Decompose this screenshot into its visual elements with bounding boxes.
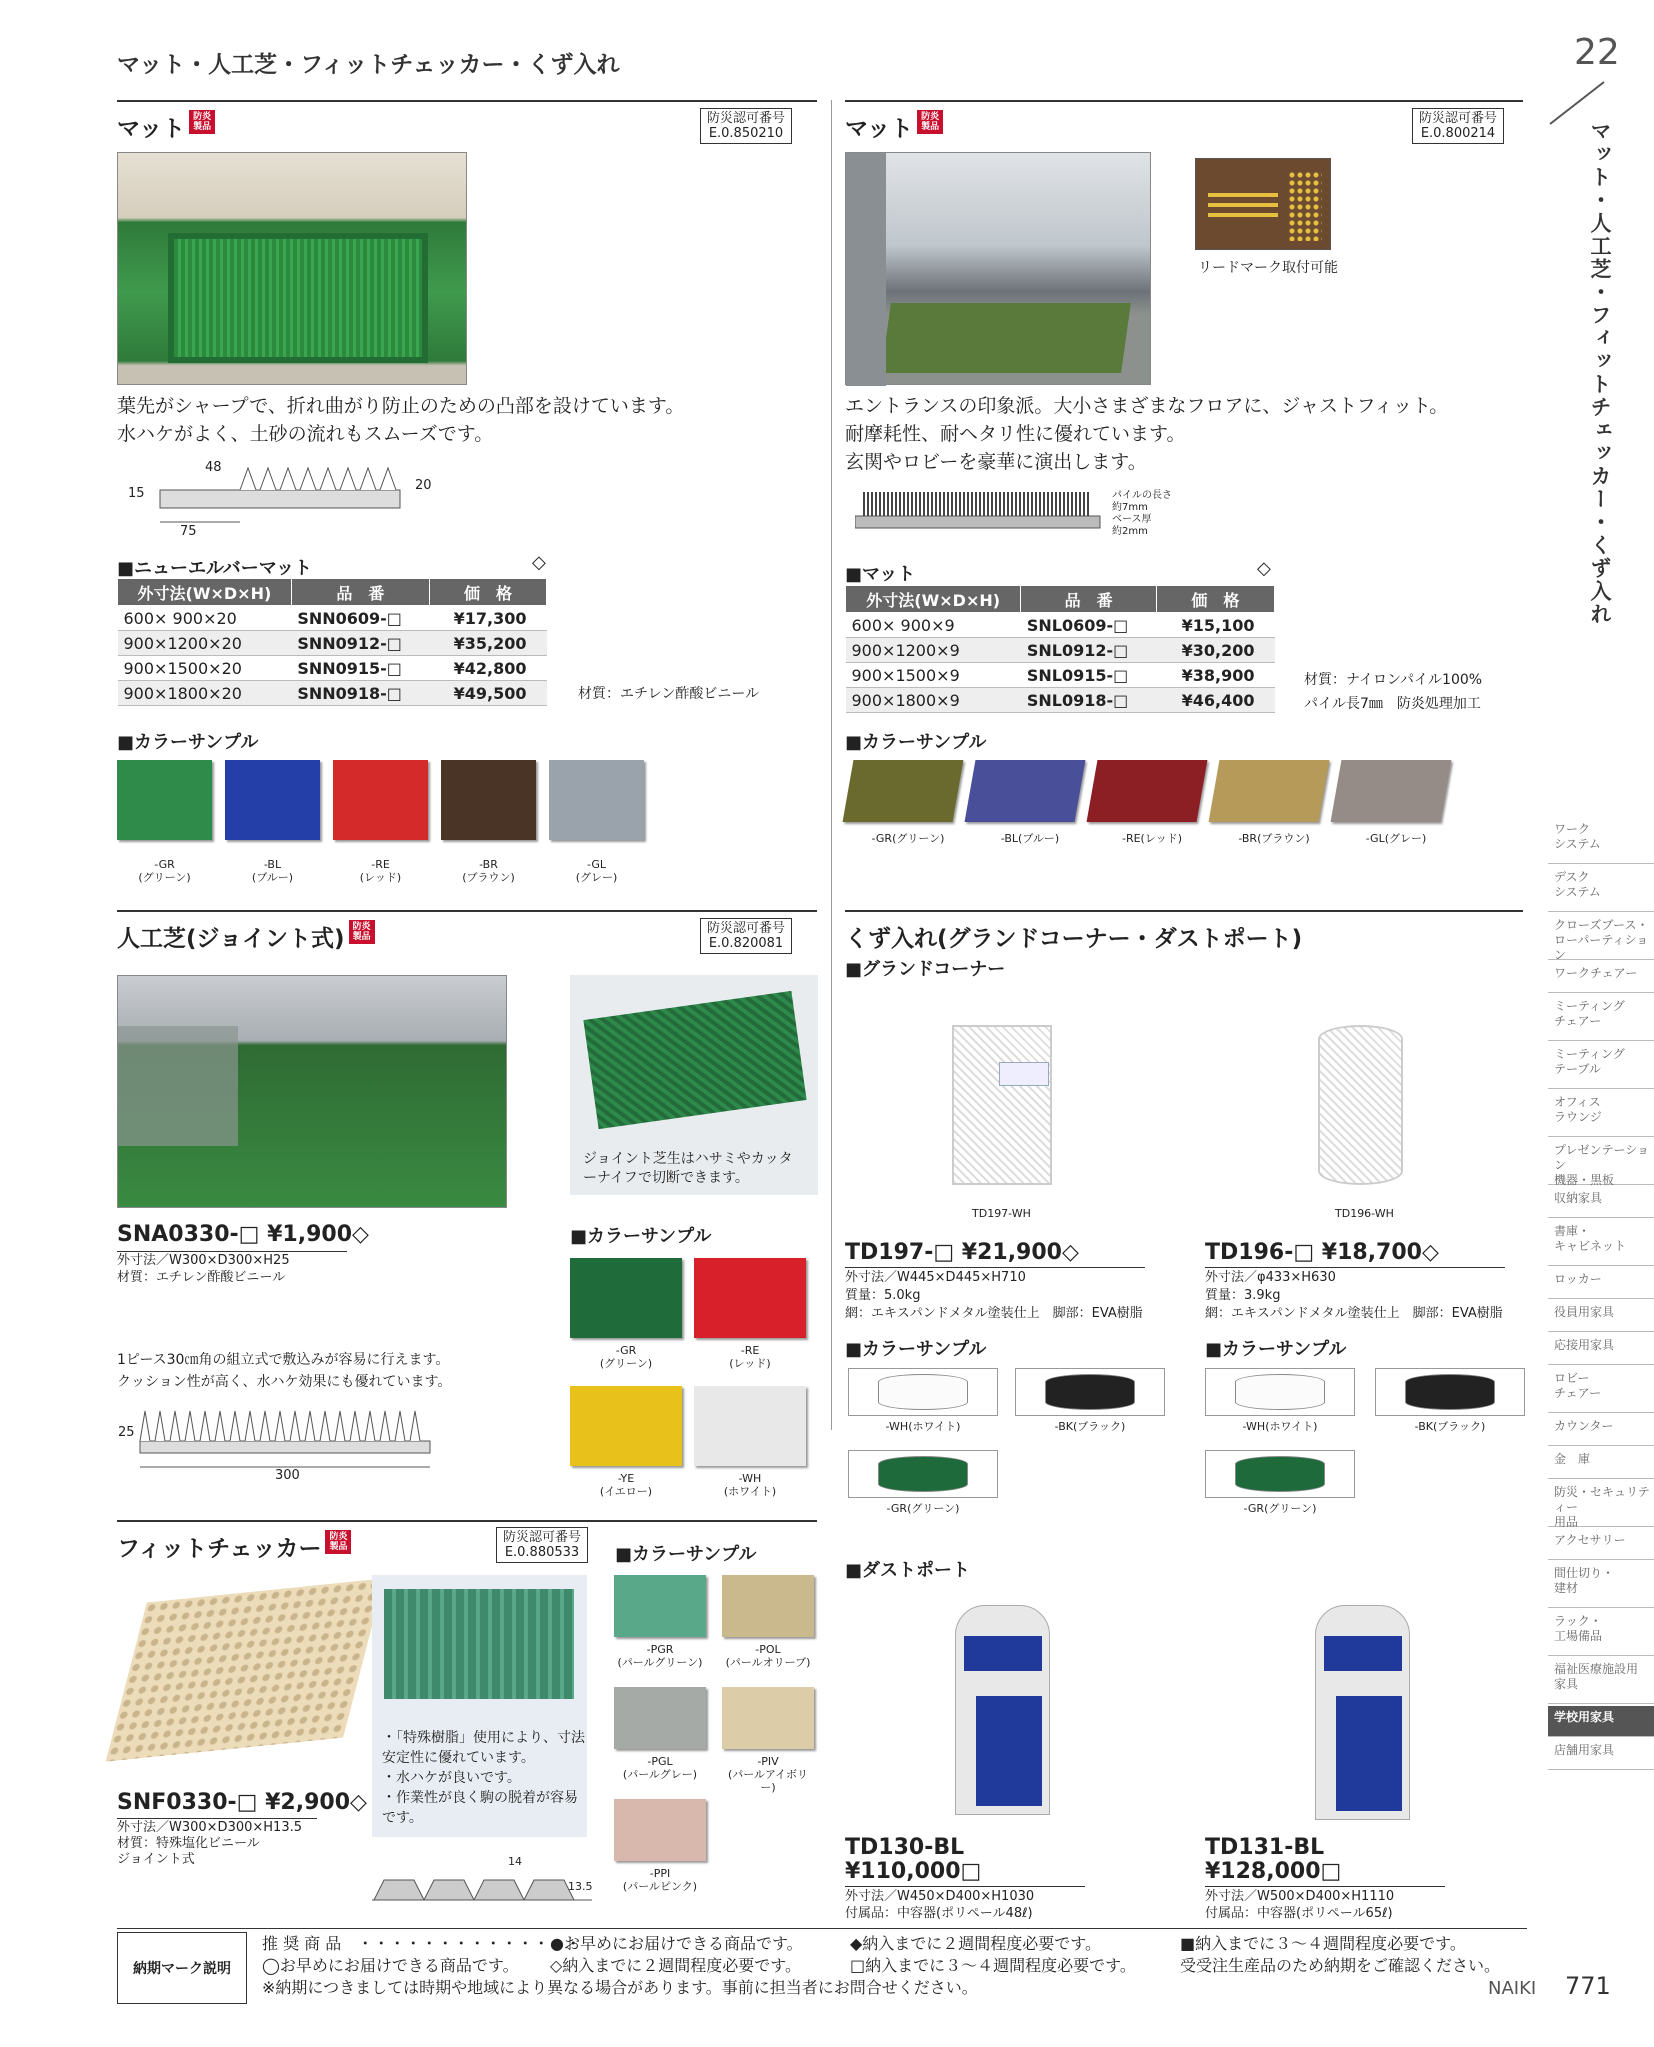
sidebar-item: ワーク システム (1548, 818, 1654, 864)
sidebar-item: 学校用家具 (1548, 1706, 1654, 1737)
col-code: 品 番 (1021, 586, 1157, 613)
td197-code: TD197-□ (845, 1240, 955, 1265)
turf-section-diagram (130, 1405, 440, 1475)
page-header-title: マット・人工芝・フィットチェッカー・くず入れ (117, 52, 620, 78)
swatch-code: -POL (755, 1643, 781, 1656)
swatch-name: (グレー) (575, 871, 618, 884)
turf-desc-1: 1ピース30㎝角の組立式で敷込みが容易に行えます。 (117, 1352, 450, 1368)
bin-swatch (878, 1456, 968, 1492)
swatch-name: (ブラック) (1432, 1420, 1486, 1433)
delivery-mark: ◇ (1257, 558, 1271, 579)
delivery-mark: ◇ (352, 1222, 369, 1247)
turf-material: 材質：エチレン酢酸ビニール (117, 1270, 286, 1285)
swatch-code: -PPI (649, 1867, 671, 1880)
checker-dims: 外寸法／W300×D300×H13.5 (117, 1820, 302, 1835)
td130-code: TD130-BL (845, 1835, 965, 1860)
swatch-label (1015, 1420, 1165, 1433)
bousai-badge: 防炎製品 (917, 110, 943, 134)
sidebar-item: 応接用家具 (1548, 1334, 1654, 1365)
sidebar-item: 店舗用家具 (1548, 1739, 1654, 1770)
td130-acc: 付属品：中容器(ポリペール48ℓ) (845, 1906, 1033, 1921)
swatch-code: -YE (617, 1472, 635, 1485)
swatch-label (1092, 832, 1212, 845)
swatch-name: (グリーン) (138, 871, 191, 884)
mat2-table-title: ■マット (845, 564, 916, 585)
turf-price: ¥1,900 (267, 1222, 353, 1247)
mat2-title: マット 防炎製品 (845, 110, 943, 143)
mat1-photo (117, 152, 467, 385)
entrance-mat-image (881, 303, 1131, 373)
turf-photo (117, 975, 507, 1208)
bin-swatch (1235, 1456, 1325, 1492)
sidebar-item: アクセサリー (1548, 1529, 1654, 1560)
mat2-spec-table (845, 585, 1275, 713)
td197-weight: 質量：5.0kg (845, 1288, 921, 1303)
td197-image (952, 1025, 1052, 1185)
bin-swatch (1045, 1374, 1135, 1410)
turf-product-line (117, 1222, 369, 1247)
td197-dims: 外寸法／W445×D445×H710 (845, 1270, 1026, 1285)
delivery-mark: ◇ (1061, 1240, 1079, 1265)
mat2-desc-1: エントランスの印象派。大小さまざまなフロアに、ジャストフィット。 (845, 395, 1449, 417)
divider (117, 100, 817, 102)
mat1-material: 材質：エチレン酢酸ビニール (578, 686, 760, 702)
td197-product-line (845, 1240, 1079, 1265)
mat1-desc-1: 葉先がシャープで、折れ曲がり防止のための凸部を設けています。 (117, 395, 685, 417)
sidebar-item: 収納家具 (1548, 1187, 1654, 1218)
dim-75: 75 (180, 524, 197, 539)
td197-color-title: ■カラーサンプル (845, 1339, 987, 1360)
table-row: 900×1200×9 SNL0912-□ ¥30,200 (846, 638, 1275, 663)
swatch-code: -PIV (757, 1755, 779, 1768)
dim-13-5: 13.5 (568, 1880, 593, 1893)
color-swatch (441, 760, 536, 840)
swatch-code: -GR (886, 1502, 908, 1515)
turf-title: 人工芝(ジョイント式) 防炎製品 (117, 920, 375, 953)
mat1-title: マット 防炎製品 (117, 110, 215, 143)
mat2-cert: 防災認可番号 E.0.800214 (1412, 108, 1504, 144)
swatch-label (1375, 1420, 1525, 1433)
swatch-name: (ブルー) (1018, 832, 1060, 845)
color-swatch (694, 1258, 806, 1338)
vertical-section-title: マット・人工芝・フィットチェッカー・くず入れ (1588, 120, 1612, 626)
swatch-code: -RE (1121, 832, 1141, 845)
color-swatch (722, 1687, 814, 1749)
swatch-label (848, 1420, 998, 1433)
checker-joint: ジョイント式 (117, 1852, 195, 1867)
swatch-code: -GL (586, 858, 607, 871)
sidebar-item: クローズブース・ ローパーティション (1548, 914, 1654, 960)
swatch-name: (グリーン) (599, 1357, 653, 1370)
table-row: 900×1500×20 SNN0915-□ ¥42,800 (118, 656, 547, 681)
turf-desc-2: クッション性が高く、水ハケ効果にも優れています。 (117, 1374, 452, 1390)
trash-title: くず入れ(グランドコーナー・ダストポート) (845, 926, 1303, 952)
color-swatch (333, 760, 428, 840)
swatch-code: -BR (1238, 832, 1258, 845)
col-size: 外寸法(W×D×H) (846, 586, 1021, 613)
swatch-code: -GR (871, 832, 893, 845)
sidebar-item: 書庫・ キャビネット (1548, 1220, 1654, 1266)
mat1-desc-2: 水ハケがよく、土砂の流れもスムーズです。 (117, 423, 494, 445)
swatch-code: -RE (371, 858, 390, 871)
legend-2a: ◯お早めにお届けできる商品です。 (262, 1956, 519, 1975)
pile-length-note: パイルの長さ 約7mm ベース厚 約2mm (1112, 490, 1172, 537)
divider (117, 910, 817, 912)
sidebar-item: ミーティング チェアー (1548, 995, 1654, 1041)
sidebar-item: 役員用家具 (1548, 1301, 1654, 1332)
swatch-name: (レッド) (729, 1357, 771, 1370)
bin-swatch (878, 1374, 968, 1410)
swatch-name: (レッド) (359, 871, 402, 884)
mat1-table-title: ■ニューエルバーマット (117, 558, 313, 579)
delivery-mark: ◇ (532, 552, 546, 573)
col-price: 価 格 (429, 579, 546, 606)
swatch-name: (レッド) (1140, 832, 1183, 845)
checker-cert: 防災認可番号 E.0.880533 (496, 1527, 588, 1563)
td131-price-line (1205, 1859, 1341, 1884)
swatch-code: -GR (615, 1344, 637, 1357)
divider (845, 100, 1523, 102)
checker-bullets (382, 1728, 588, 1828)
delivery-mark: □ (1320, 1859, 1342, 1884)
swatch-name: (グレー) (1384, 832, 1427, 845)
legend-1d: ■納入までに３～４週間程度必要です。 (1180, 1934, 1466, 1953)
td196-img-label: TD196-WH (1335, 1207, 1394, 1220)
checker-product-line (117, 1790, 367, 1815)
swatch-label (848, 832, 968, 845)
legend-1b: ●お早めにお届けできる商品です。 (550, 1934, 803, 1953)
checker-color-title: ■カラーサンプル (615, 1544, 757, 1565)
table-row: 900×1200×20 SNN0912-□ ¥35,200 (118, 631, 547, 656)
delivery-legend-label: 納期マーク説明 (117, 1932, 247, 2004)
page-number: 771 (1565, 1972, 1611, 2000)
divider (117, 1520, 817, 1522)
turf-dims: 外寸法／W300×D300×H25 (117, 1253, 290, 1268)
sidebar-item: 間仕切り・ 建材 (1548, 1562, 1654, 1608)
mat2-photo (845, 152, 1151, 385)
sidebar-item: ワークチェアー (1548, 962, 1654, 993)
td131-acc: 付属品：中容器(ポリペール65ℓ) (1205, 1906, 1393, 1921)
color-swatch (614, 1575, 706, 1637)
dim-25: 25 (118, 1425, 135, 1440)
swatch-name: (イエロー) (599, 1485, 653, 1498)
sidebar-item: ロッカー (1548, 1268, 1654, 1299)
color-swatch (117, 760, 212, 840)
lead-mark-caption: リードマーク取付可能 (1198, 260, 1338, 276)
sidebar-item: デスク システム (1548, 866, 1654, 912)
td131-dims: 外寸法／W500×D400×H1110 (1205, 1889, 1395, 1904)
dim-15: 15 (128, 486, 145, 501)
sidebar-item: 福祉医療施設用 家具 (1548, 1658, 1654, 1704)
color-swatch (694, 1386, 806, 1466)
td130-image (955, 1605, 1050, 1815)
mat1-color-title: ■カラーサンプル (117, 732, 259, 753)
sidebar-item: ミーティング テーブル (1548, 1043, 1654, 1089)
table-row: 900×1500×9 SNL0915-□ ¥38,900 (846, 663, 1275, 688)
swatch-code: -GR (1243, 1502, 1265, 1515)
turf-joint-caption: ジョイント芝生はハサミやカッターナイフで切断できます。 (583, 1151, 793, 1186)
green-mat-image (168, 233, 428, 363)
sidebar-item: 金 庫 (1548, 1448, 1654, 1479)
swatch-code: -BL (1000, 832, 1019, 845)
column-divider (831, 100, 832, 1430)
bullet-3: ・作業性が良く駒の脱着が容易です。 (382, 1790, 578, 1826)
swatch-name: (グリーン) (1264, 1502, 1317, 1515)
turf-cert: 防災認可番号 E.0.820081 (700, 918, 792, 954)
swatch-label (848, 1502, 998, 1515)
dust-port-title: ■ダストポート (845, 1560, 971, 1581)
tab-slash-icon (1546, 78, 1606, 126)
table-row: 600× 900×9 SNL0609-□ ¥15,100 (846, 613, 1275, 638)
td196-weight: 質量：3.9kg (1205, 1288, 1281, 1303)
td131-code: TD131-BL (1205, 1835, 1325, 1860)
bullet-1: ・「特殊樹脂」使用により、寸法安定性に優れています。 (382, 1730, 585, 1766)
td196-image (1318, 1025, 1403, 1185)
color-swatch (614, 1799, 706, 1861)
swatch-code: -PGL (647, 1755, 673, 1768)
sidebar-item: カウンター (1548, 1415, 1654, 1446)
mat2-section-diagram (855, 490, 1105, 550)
swatch-code: -WH (738, 1472, 762, 1485)
swatch-name: (ブラック) (1072, 1420, 1126, 1433)
swatch-code: -BK (1054, 1420, 1073, 1433)
col-code: 品 番 (291, 579, 429, 606)
td130-price-line (845, 1859, 981, 1884)
checker-section-diagram (372, 1860, 597, 1910)
dim-48: 48 (205, 460, 222, 475)
swatch-code: -GL (1365, 832, 1385, 845)
td196-dims: 外寸法／φ433×H630 (1205, 1270, 1336, 1285)
td131-price: ¥128,000 (1205, 1859, 1321, 1884)
swatch-label (1205, 1420, 1355, 1433)
bousai-badge: 防炎製品 (325, 1530, 351, 1554)
sidebar-item: プレゼンテーション 機器・黒板 (1548, 1139, 1654, 1185)
dim-300: 300 (275, 1468, 300, 1483)
sidebar-item: ラック・ 工場備品 (1548, 1610, 1654, 1656)
turf-code: SNA0330-□ (117, 1222, 260, 1247)
swatch-name: (パールアイボリー) (727, 1768, 809, 1794)
swatch-code: -RE (740, 1344, 760, 1357)
page-tab-number: 22 (1574, 32, 1620, 73)
color-swatch (570, 1386, 682, 1466)
color-swatch (1209, 760, 1330, 822)
swatch-name: (パールオリーブ) (725, 1656, 811, 1669)
delivery-mark: ◇ (350, 1790, 367, 1815)
color-swatch (614, 1687, 706, 1749)
divider (845, 910, 1523, 912)
swatch-label (970, 832, 1090, 845)
swatch-name: (パールグレー) (622, 1768, 698, 1781)
swatch-name: (ブルー) (251, 871, 294, 884)
swatch-name: (ホワイト) (723, 1485, 777, 1498)
legend-2d: 受受注生産品のため納期をご確認ください。 (1180, 1956, 1501, 1975)
swatch-name: (ブラウン) (462, 871, 515, 884)
td196-net: 網：エキスパンドメタル塗装仕上 脚部：EVA樹脂 (1205, 1306, 1503, 1321)
td196-color-title: ■カラーサンプル (1205, 1339, 1347, 1360)
swatch-code: -WH (885, 1420, 909, 1433)
bin-swatch (1405, 1374, 1495, 1410)
legend-3: ※納期につきましては時期や地域により異なる場合があります。事前に担当者にお問合せください。 (262, 1978, 978, 1997)
swatch-code: -BL (263, 858, 282, 871)
mat2-color-title: ■カラーサンプル (845, 732, 987, 753)
checker-title: フィットチェッカー 防炎製品 (117, 1530, 351, 1563)
swatch-code: -BR (479, 858, 498, 871)
color-swatch (549, 760, 644, 840)
bousai-badge: 防炎製品 (189, 110, 215, 134)
mat2-material-2: パイル長7㎜ 防炎処理加工 (1304, 696, 1481, 712)
sidebar-item: 防災・セキュリティー 用品 (1548, 1481, 1654, 1527)
checker-tile-image (106, 1578, 385, 1761)
brand-name: NAIKI (1488, 1978, 1537, 1999)
td197-price: ¥21,900 (961, 1240, 1062, 1265)
mat2-desc-3: 玄関やロビーを豪華に演出します。 (845, 451, 1147, 473)
bin-swatch (1235, 1374, 1325, 1410)
table-row: 900×1800×9 SNL0918-□ ¥46,400 (846, 688, 1275, 713)
td196-price: ¥18,700 (1321, 1240, 1422, 1265)
dim-14: 14 (508, 1855, 522, 1868)
color-swatch (1331, 760, 1452, 822)
swatch-name: (グリーン) (907, 1502, 960, 1515)
swatch-code: -WH (1242, 1420, 1266, 1433)
bullet-2: ・水ハケが良いです。 (382, 1770, 521, 1786)
color-swatch (1087, 760, 1208, 822)
td196-product-line (1205, 1240, 1439, 1265)
swatch-label (1205, 1502, 1355, 1515)
swatch-code: -PGR (646, 1643, 674, 1656)
td197-img-label: TD197-WH (972, 1207, 1031, 1220)
legend-2b: ◇納入までに２週間程度必要です。 (550, 1956, 802, 1975)
bousai-badge: 防炎製品 (349, 920, 375, 944)
swatch-code: -BK (1414, 1420, 1433, 1433)
table-row: 900×1800×20 SNN0918-□ ¥49,500 (118, 681, 547, 706)
swatch-name: (ブラウン) (1257, 832, 1310, 845)
td130-dims: 外寸法／W450×D400×H1030 (845, 1889, 1035, 1904)
delivery-mark: ◇ (1421, 1240, 1439, 1265)
swatch-name: (パールグリーン) (617, 1656, 703, 1669)
legend-1c: ◆納入までに２週間程度必要です。 (850, 1934, 1102, 1953)
sidebar-item: オフィス ラウンジ (1548, 1091, 1654, 1137)
sidebar-item: ロビー チェアー (1548, 1367, 1654, 1413)
swatch-label (1336, 832, 1456, 845)
color-swatch (843, 760, 964, 822)
dim-20: 20 (415, 478, 432, 493)
lead-mark-image (1195, 158, 1331, 250)
legend-2c: □納入までに３～４週間程度必要です。 (850, 1956, 1136, 1975)
checker-price: ¥2,900 (265, 1790, 351, 1815)
mat1-spec-table (117, 578, 547, 706)
color-swatch (225, 760, 320, 840)
legend-1a: 推 奨 商 品 ・・・・・・・・・・・・・・ (262, 1934, 582, 1953)
td196-code: TD196-□ (1205, 1240, 1315, 1265)
color-swatch (965, 760, 1086, 822)
grand-corner-title: ■グランドコーナー (845, 959, 1006, 980)
td197-net: 網：エキスパンドメタル塗装仕上 脚部：EVA樹脂 (845, 1306, 1143, 1321)
td130-price: ¥110,000 (845, 1859, 961, 1884)
swatch-name: (ホワイト) (908, 1420, 961, 1433)
mat1-section-diagram (140, 460, 430, 530)
swatch-code: -GR (154, 858, 175, 871)
mat2-desc-2: 耐摩耗性、耐ヘタリ性に優れています。 (845, 423, 1186, 445)
swatch-name: (ホワイト) (1265, 1420, 1318, 1433)
color-swatch (722, 1575, 814, 1637)
swatch-name: (パールピンク) (622, 1880, 698, 1893)
col-size: 外寸法(W×D×H) (118, 579, 292, 606)
mat1-cert: 防災認可番号 E.0.850210 (700, 108, 792, 144)
checker-code: SNF0330-□ (117, 1790, 258, 1815)
mat2-material-1: 材質：ナイロンパイル100% (1304, 672, 1483, 688)
color-swatch (570, 1258, 682, 1338)
td131-image (1315, 1605, 1410, 1820)
checker-material: 材質：特殊塩化ビニール (117, 1836, 260, 1851)
delivery-mark: □ (960, 1859, 982, 1884)
col-price: 価 格 (1156, 586, 1274, 613)
table-row: 600× 900×20 SNN0609-□ ¥17,300 (118, 606, 547, 631)
swatch-name: (グリーン) (892, 832, 945, 845)
turf-color-title: ■カラーサンプル (570, 1226, 712, 1247)
swatch-label (1214, 832, 1334, 845)
